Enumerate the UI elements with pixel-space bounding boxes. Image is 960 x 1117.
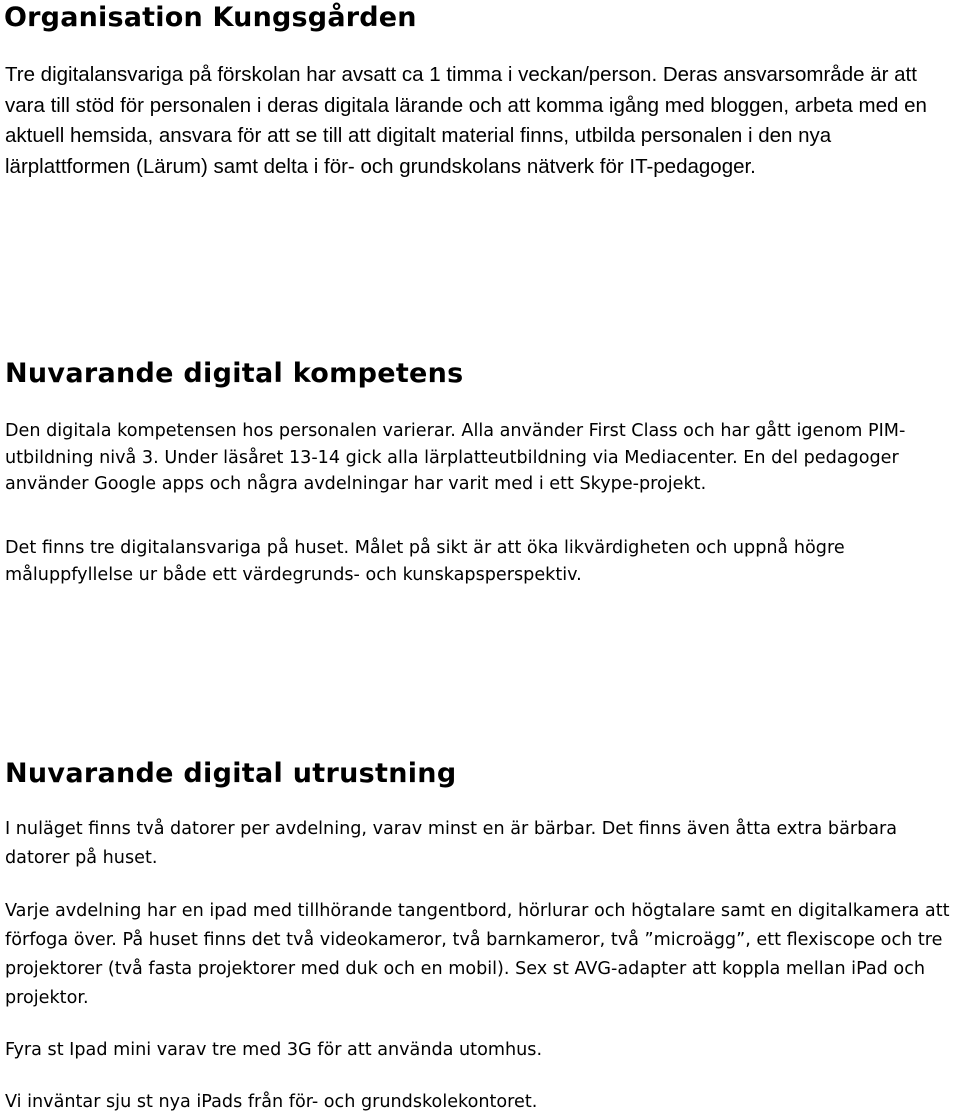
utrustning-paragraph-2: Varje avdelning har en ipad med tillhörande tangentbord, hörlurar och högtalare samt en digitalkamera att förfoga över. På huset finns det två videokameror, två barnkameror, två ”microägg”, ett flexiscope och tre projektorer (två fasta projektorer med duk och en mobil). Sex st AVG-adapter att koppla mellan iPad och projektor. [5,901,950,1008]
utrustning-paragraph-3: Fyra st Ipad mini varav tre med 3G för att använda utomhus. [5,1040,543,1060]
organisation-paragraph: Tre digitalansvariga på förskolan har avsatt ca 1 timma i veckan/person. Deras ansvarsområde är att vara till stöd för personalen i deras digitala lärande och att komma igång med bloggen, arbeta med en aktuell hemsida, ansvara för att se till att digitalt material finns, utbilda personalen i den nya lärplattformen (Lärum) samt delta i för- och grundskolans nätverk för IT-pedagoger. [5,63,927,178]
utrustning-paragraph-4: Vi inväntar sju st nya iPads från för- och grundskolekontoret. [5,1092,538,1112]
section-title-kompetens: Nuvarande digital kompetens [5,358,464,389]
section-title-utrustning: Nuvarande digital utrustning [5,758,457,789]
kompetens-paragraph-1: Den digitala kompetensen hos personalen varierar. Alla använder First Class och har gått igenom PIM-utbildning nivå 3. Under läsåret 13-14 gick alla lärplatteutbildning via Mediacenter. En del pedagoger använder Google apps och några avdelningar har varit med i ett Skype-projekt. [5,421,906,494]
kompetens-paragraph-2: Det finns tre digitalansvariga på huset. Målet på sikt är att öka likvärdigheten och uppnå högre måluppfyllelse ur både ett värdegrunds- och kunskapsperspektiv. [5,538,845,585]
section-title-organisation: Organisation Kungsgården [4,2,417,33]
utrustning-paragraph-1: I nuläget finns två datorer per avdelning, varav minst en är bärbar. Det finns även åtta extra bärbara datorer på huset. [5,819,898,868]
